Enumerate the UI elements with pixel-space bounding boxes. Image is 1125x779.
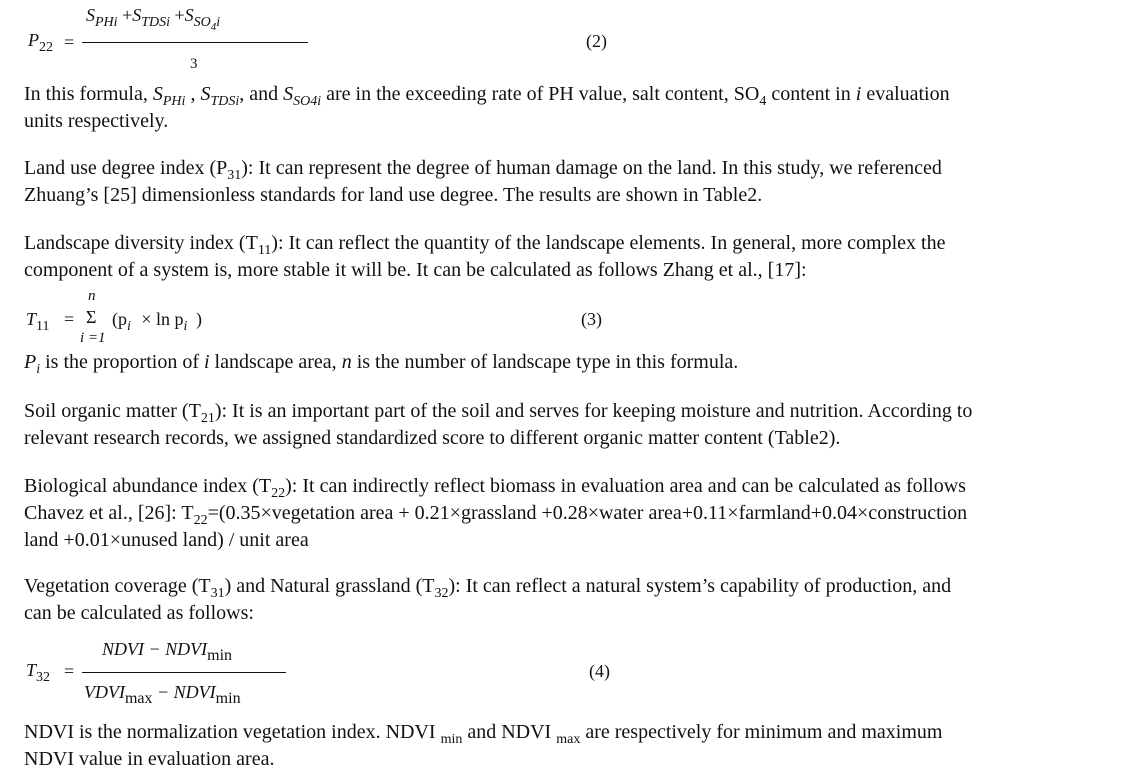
eq4-denominator [84, 682, 241, 707]
p4-text-b: landscape area, [209, 351, 342, 373]
paragraph-formula-explanation [24, 82, 1071, 134]
eq4-num-a: NDVI − NDVI [102, 639, 208, 659]
p5-line1 [24, 399, 1071, 426]
p6-text-b: ): It can indirectly reflect biomass in evaluation area and can be calculated as follows [285, 475, 966, 497]
eq3-body-times: × ln p [141, 309, 184, 329]
p4-text-c: is the number of landscape type in this formula. [351, 351, 739, 373]
eq3-body-i2: i [183, 319, 188, 334]
p6-sub2: 22 [193, 513, 208, 528]
p6-sub: 22 [271, 486, 286, 501]
eq2-lhs-sub: 22 [39, 40, 53, 55]
p4-pi-sub: i [36, 362, 41, 377]
eq4-den-sub2: min [215, 690, 241, 707]
eq2-s1-sub: PHi [95, 15, 118, 30]
eq4-fraction-line [82, 672, 286, 673]
paragraph-ndvi-def [24, 720, 1071, 772]
paragraph-landscape-diversity [24, 231, 1071, 283]
eq2-plus1: + [122, 5, 133, 25]
p7-sub2: 32 [434, 586, 449, 601]
eq3-body-i1: i [127, 319, 131, 334]
eq4-number: (4) [589, 661, 610, 681]
eq2-s3-sub: SO [193, 15, 211, 30]
p2-sub: 31 [227, 168, 242, 183]
p5-text-a: Soil organic matter (T [24, 400, 201, 422]
eq4-den-b: − NDVI [152, 682, 216, 702]
p7-text-a: Vegetation coverage (T [24, 575, 211, 597]
p1-so-sub: 4 [759, 94, 767, 109]
eq2-s2-sub: TDSi [141, 15, 171, 30]
eq3-body [112, 309, 202, 334]
p2-text-a: Land use degree index (P [24, 157, 228, 179]
p1-i: i [855, 83, 862, 105]
p1-line1 [24, 82, 1071, 109]
p6-line2 [24, 501, 1071, 528]
eq4-equals: = [64, 661, 75, 681]
eq3-body-open: (p [112, 309, 127, 329]
eq4-lhs [26, 660, 51, 685]
eq4-numerator [102, 639, 233, 664]
eq2-number: (2) [586, 31, 607, 51]
eq3-equals: = [64, 309, 75, 329]
eq4-den-sub1: max [124, 690, 153, 707]
eq2-s3-sub2: 4 [210, 21, 217, 33]
p5-line2: relevant research records, we assigned standardized score to different organic matter content (Table2). [24, 427, 841, 449]
p4-i: i [203, 351, 210, 373]
p3-text-a: Landscape diversity index (T [24, 232, 258, 254]
eq3-lower-limit: i =1 [80, 330, 106, 346]
p1-s1-sub: PHi [162, 94, 186, 109]
p4-n: n [341, 351, 352, 373]
p8-line2: NDVI value in evaluation area. [24, 748, 275, 770]
paragraph-soil-organic-matter [24, 399, 1071, 451]
p2-text-b: ): It can represent the degree of human damage on the land. In this study, we referenced [241, 157, 942, 179]
eq4-lhs-sub: 32 [36, 670, 51, 685]
p4-line1 [24, 350, 1071, 377]
p1-text-d: evaluation [861, 83, 950, 105]
p3-line2: component of a system is, more stable it will be. It can be calculated as follows Zhang et al., [17]: [24, 259, 807, 281]
p1-sep1: , [185, 83, 201, 105]
p3-line1 [24, 231, 1071, 258]
eq2-numerator [86, 5, 221, 33]
eq3-number: (3) [581, 309, 602, 329]
p1-s3: S [283, 83, 294, 105]
p7-text-b: ) and Natural grassland (T [224, 575, 435, 597]
p7-line1 [24, 574, 1071, 601]
p1-sep2: , and [239, 83, 284, 105]
eq4-lhs-var: T [26, 660, 37, 680]
p5-text-b: ): It is an important part of the soil and serves for keeping moisture and nutrition. According to [214, 400, 973, 422]
p1-text-c: content in [766, 83, 856, 105]
eq3-sigma: Σ [86, 307, 97, 327]
p1-s3-sub: SO4i [293, 94, 322, 109]
p1-s2-sub: TDSi [210, 94, 240, 109]
p6-line2-a: Chavez et al., [26]: T [24, 502, 194, 524]
paragraph-proportion-def [24, 350, 1071, 377]
p8-line1 [24, 720, 1071, 747]
eq4-den-a: VDVI [84, 682, 125, 702]
p6-text-a: Biological abundance index (T [24, 475, 272, 497]
p7-text-c: ): It can reflect a natural system’s capability of production, and [448, 575, 952, 597]
p8-text-a: NDVI is the normalization vegetation index. NDVI [24, 721, 441, 743]
p3-sub: 11 [257, 243, 272, 258]
p2-line1 [24, 156, 1071, 183]
p8-sub1: min [440, 732, 463, 747]
eq3-upper-limit: n [88, 288, 96, 304]
eq2-equals: = [64, 32, 75, 52]
p1-line2: units respectively. [24, 110, 169, 132]
eq4-num-sub: min [207, 647, 233, 664]
p1-s1: S [152, 83, 163, 105]
eq3-lhs-sub: 11 [36, 319, 50, 334]
p8-sub2: max [556, 732, 581, 747]
eq2-lhs-var: P [28, 30, 39, 50]
paragraph-land-use-degree [24, 156, 1071, 208]
p1-text-b: are in the exceeding rate of PH value, salt content, SO [321, 83, 760, 105]
p5-sub: 21 [200, 411, 215, 426]
p6-line3: land +0.01×unused land) / unit area [24, 529, 309, 551]
p1-s2: S [200, 83, 211, 105]
p4-text-a: is the proportion of [40, 351, 204, 373]
eq2-s3: S [184, 5, 194, 25]
p3-text-b: ): It can reflect the quantity of the landscape elements. In general, more complex the [271, 232, 946, 254]
p8-text-b: and NDVI [462, 721, 557, 743]
eq2-plus2: + [174, 5, 185, 25]
p7-sub1: 31 [210, 586, 225, 601]
p6-line2-b: =(0.35×vegetation area + 0.21×grassland +0.28×water area+0.11×farmland+0.04×construction [207, 502, 968, 524]
p6-line1 [24, 474, 1071, 501]
eq2-s3-tail: i [216, 15, 221, 30]
eq3-lhs [26, 309, 50, 334]
eq2-s1: S [86, 5, 95, 25]
p1-text-a: In this formula, [24, 83, 153, 105]
p7-line2: can be calculated as follows: [24, 602, 254, 624]
eq2-lhs [28, 30, 53, 55]
eq2-denominator: 3 [190, 56, 198, 72]
eq2-s2: S [132, 5, 142, 25]
eq3-lhs-var: T [26, 309, 37, 329]
p4-pi: P [24, 351, 37, 373]
paragraph-biological-abundance [24, 474, 1071, 553]
eq2-fraction-line [82, 42, 308, 43]
paragraph-vegetation-coverage [24, 574, 1071, 626]
eq3-body-close: ) [195, 309, 202, 329]
p2-line2: Zhuang’s [25] dimensionless standards for land use degree. The results are shown in Table2. [24, 184, 763, 206]
p8-text-c: are respectively for minimum and maximum [580, 721, 943, 743]
